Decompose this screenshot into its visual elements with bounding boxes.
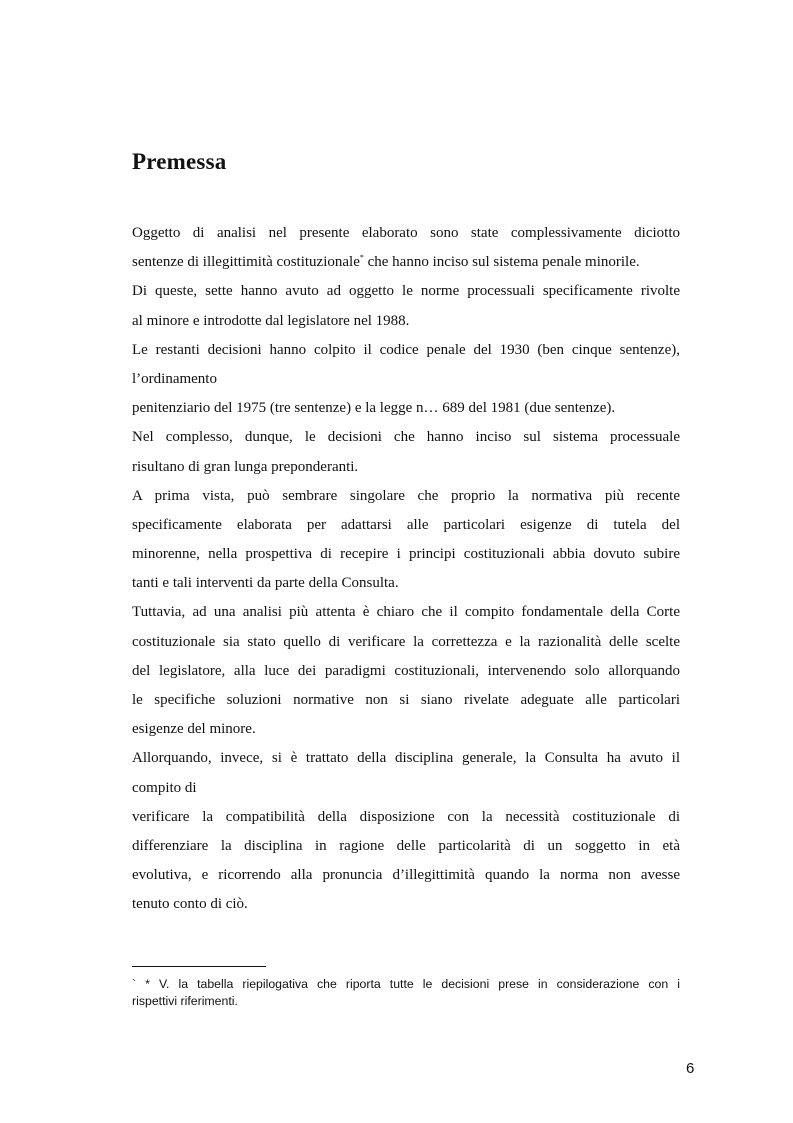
text-line: Tuttavia, ad una analisi più attenta è chiaro che il compito fondamentale della Corte [132, 604, 680, 621]
text-line: tanti e tali interventi da parte della Consulta. [132, 575, 399, 592]
text-line: costituzionale sia stato quello di verificare la correttezza e la razionalità delle scelte [132, 633, 680, 650]
text-line: A prima vista, può sembrare singolare che proprio la normativa più recente [132, 487, 680, 504]
text-line: penitenziario del 1975 (tre sentenze) e la legge n… 689 del 1981 (due sentenze). [132, 400, 616, 417]
footnote-reference: * [359, 253, 364, 263]
page-title: Premessa [132, 149, 227, 174]
footnote-divider [132, 966, 266, 967]
text-line: Allorquando, invece, si è trattato della disciplina generale, la Consulta ha avuto il [132, 750, 680, 767]
text-line: esigenze del minore. [132, 721, 256, 738]
text-fragment: che hanno inciso sul sistema penale minorile. [367, 254, 640, 271]
text-line: specificamente elaborata per adattarsi alle particolari esigenze di tutela del [132, 516, 680, 533]
text-line: Di queste, sette hanno avuto ad oggetto le norme processuali specificamente rivolte [132, 283, 680, 300]
text-fragment: sentenze di illegittimità costituzionale [132, 254, 360, 271]
text-line: tenuto conto di ciò. [132, 896, 248, 913]
text-line: Le restanti decisioni hanno colpito il codice penale del 1930 (ben cinque sentenze), [132, 341, 680, 358]
text-line: verificare la compatibilità della disposizione con la necessità costituzionale di [132, 808, 680, 825]
footnote [132, 976, 680, 1010]
text-line: le specifiche soluzioni normative non si siano rivelate adeguate alle particolari [132, 692, 680, 708]
text-line: minorenne, nella prospettiva di recepire i principi costituzionali abbia dovuto subire [132, 546, 680, 563]
body-text [132, 219, 680, 920]
text-line: differenziare la disciplina in ragione delle particolarità di un soggetto in età [132, 837, 680, 854]
text-line: compito di [132, 779, 197, 796]
page-number: 6 [686, 1060, 695, 1077]
text-line: l’ordinamento [132, 370, 217, 387]
text-line: al minore e introdotte dal legislatore nel 1988. [132, 312, 410, 329]
footnote-line: ` * V. la tabella riepilogativa che riporta tutte le decisioni prese in considerazione con i [132, 977, 680, 991]
footnote-line: rispettivi riferimenti. [132, 994, 238, 1008]
text-line: risultano di gran lunga preponderanti. [132, 458, 359, 475]
text-line: Oggetto di analisi nel presente elaborato sono state complessivamente diciotto [132, 225, 680, 241]
text-line: del legislatore, alla luce dei paradigmi costituzionali, intervenendo solo allorquando [132, 662, 680, 679]
text-line [132, 248, 680, 277]
text-line: Nel complesso, dunque, le decisioni che hanno inciso sul sistema processuale [132, 429, 680, 446]
text-line: evolutiva, e ricorrendo alla pronuncia d’illegittimità quando la norma non avesse [132, 867, 680, 884]
